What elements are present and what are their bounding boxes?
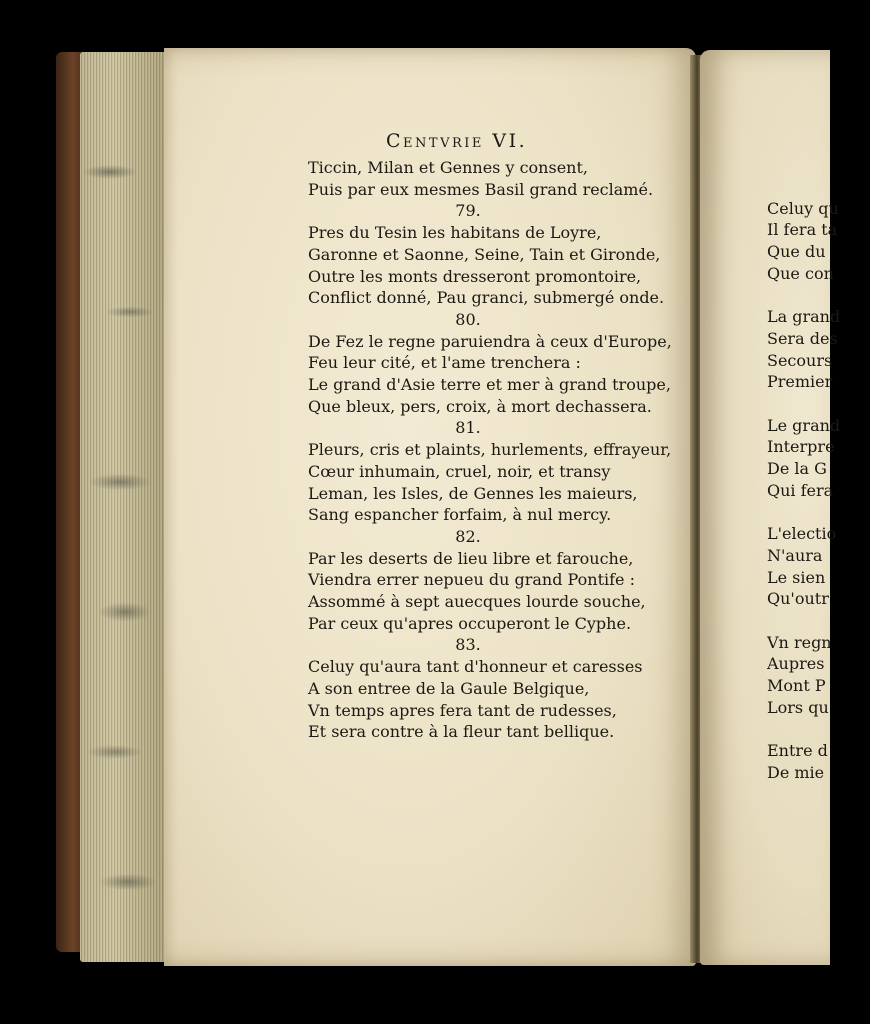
page-header: Centvrie VI. <box>386 130 528 152</box>
verse-line-cropped: Il fera ta <box>767 220 838 240</box>
verse-line: Assommé à sept auecques lourde souche, <box>308 592 646 612</box>
stanza-gap <box>767 393 840 415</box>
right-page <box>700 50 841 965</box>
verse-line-cropped: Le sien <box>767 567 826 587</box>
verse-line-cropped: N'aura <box>767 545 823 565</box>
verse-line: Conflict donné, Pau granci, submergé onde. <box>308 288 665 308</box>
verse-line-cropped: Entre d <box>767 741 828 761</box>
quatrain-number: 81. <box>455 418 481 438</box>
verse-line: Que bleux, pers, croix, à mort dechassera. <box>308 396 652 416</box>
verse-line: Cœur inhumain, cruel, noir, et transy <box>308 461 611 481</box>
stanza-gap <box>767 176 840 198</box>
edge-marbling <box>80 52 166 962</box>
stanza-gap <box>767 502 840 524</box>
verse-line-cropped: Que con <box>767 263 834 283</box>
verse-line-cropped: Lors qu <box>767 697 829 717</box>
stanza-gap <box>767 610 840 632</box>
verse-line-cropped: De la G <box>767 459 827 479</box>
verse-line: Par les deserts de lieu libre et farouche, <box>308 548 634 568</box>
verse-line-cropped: Interpre <box>767 437 835 457</box>
verse-line-cropped: Premier <box>767 372 833 392</box>
verse-line: Sang espancher forfaim, à nul mercy. <box>308 505 612 525</box>
verse-line-cropped: Qu'outr <box>767 589 829 609</box>
verse-line-cropped: Sera des <box>767 328 838 348</box>
verse-line: A son entree de la Gaule Belgique, <box>308 678 590 698</box>
verse-line-cropped: Vn regn <box>767 632 832 652</box>
verse-line-cropped: Celuy qu <box>767 198 839 218</box>
verse-line: Puis par eux mesmes Basil grand reclamé. <box>308 179 654 199</box>
verse-line: Viendra errer nepueu du grand Pontife : <box>308 570 635 590</box>
verse-line: Ticcin, Milan et Gennes y consent, <box>308 158 588 177</box>
verse-line: Celuy qu'aura tant d'honneur et caresses <box>308 657 643 677</box>
stanza-gap <box>767 285 840 307</box>
verse-line: Garonne et Saonne, Seine, Tain et Gironde, <box>308 244 661 264</box>
page-edges <box>80 52 166 962</box>
verse-line-cropped: De mie <box>767 762 825 782</box>
verse-line-cropped: Aupres <box>767 654 825 674</box>
verse-line-cropped: Secours <box>767 350 833 370</box>
verse-line-cropped: Le grand <box>767 415 841 435</box>
verse-line: Outre les monts dresseront promontoire, <box>308 266 642 286</box>
verse-line: Par ceux qu'apres occuperont le Cyphe. <box>308 613 632 633</box>
verse-line: Le grand d'Asie terre et mer à grand troupe, <box>308 375 671 395</box>
quatrain-number: 80. <box>455 309 481 329</box>
left-page-text <box>308 157 672 743</box>
verse-line-cropped: La grand <box>767 307 841 327</box>
verse-line-cropped: L'electio <box>767 524 837 544</box>
verse-line: Pres du Tesin les habitans de Loyre, <box>308 223 602 243</box>
quatrain-number: 82. <box>455 526 481 546</box>
verse-line: Feu leur cité, et l'ame trenchera : <box>308 353 581 373</box>
verse-line: Vn temps apres fera tant de rudesses, <box>308 700 617 720</box>
quatrain-number: 83. <box>455 635 481 655</box>
quatrain-number: 79. <box>455 201 481 221</box>
verse-line-cropped: Que du <box>767 242 826 262</box>
verse-line: Leman, les Isles, de Gennes les maieurs, <box>308 483 638 503</box>
verse-line: De Fez le regne paruiendra à ceux d'Europe, <box>308 331 672 351</box>
stanza-gap <box>767 719 840 741</box>
verse-line-cropped: Qui fera <box>767 480 834 500</box>
verse-line: Et sera contre à la fleur tant bellique. <box>308 722 615 742</box>
right-page-text <box>767 176 840 784</box>
verse-line: Pleurs, cris et plaints, hurlements, effrayeur, <box>308 440 672 460</box>
verse-line-cropped: Mont P <box>767 676 826 696</box>
